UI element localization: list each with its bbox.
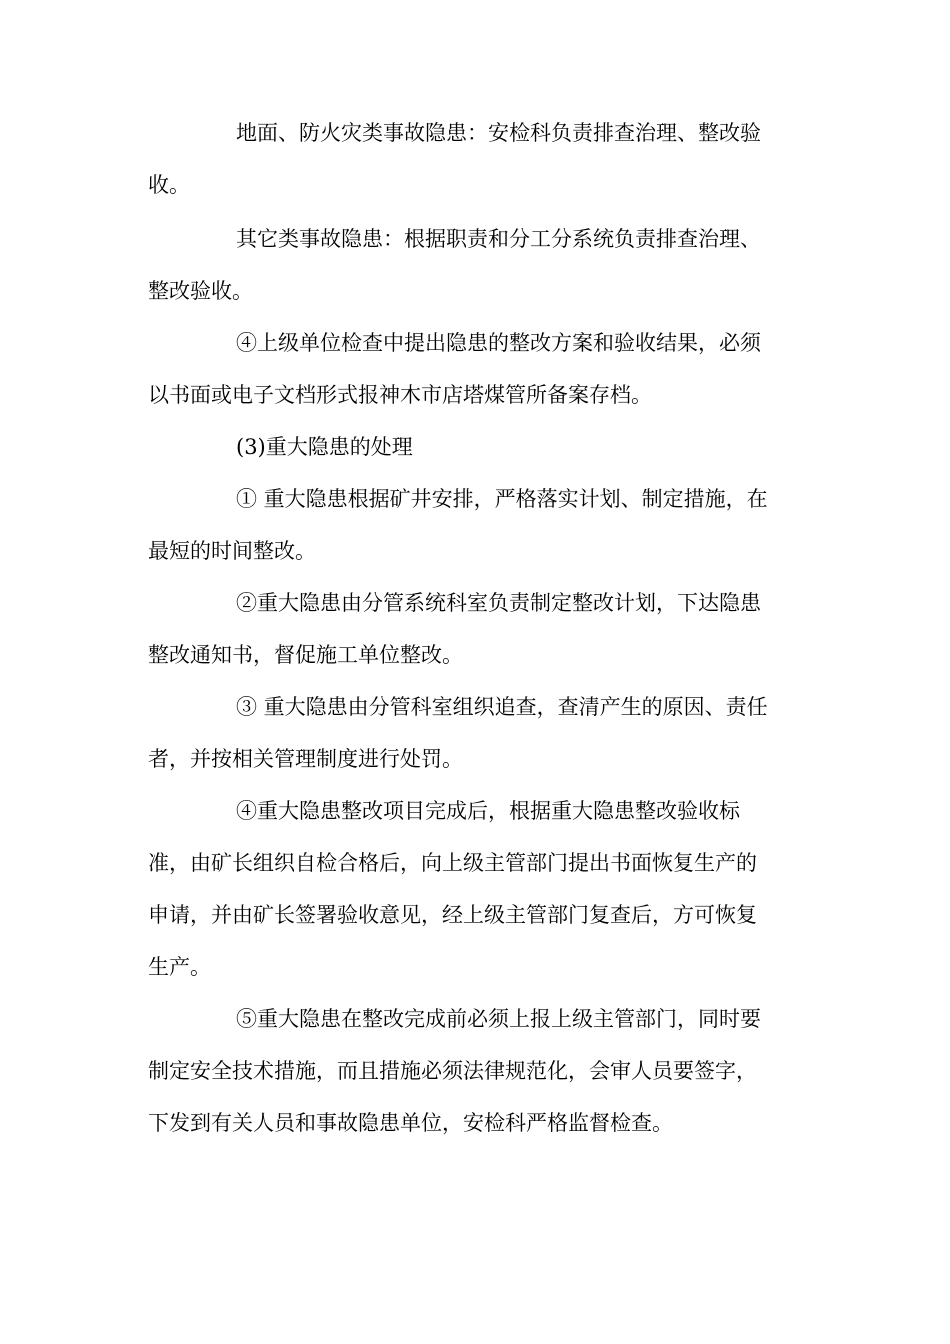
text-line: 申请，并由矿长签署验收意见，经上级主管部门复查后，方可恢复 (148, 903, 757, 927)
text-line: ① 重大隐患根据矿井安排，严格落实计划、制定措施，在 (236, 487, 768, 511)
text-line: 收。 (148, 173, 190, 197)
text-line: ③ 重大隐患由分管科室组织追查，查清产生的原因、责任 (236, 695, 768, 719)
text-line: 最短的时间整改。 (148, 539, 316, 563)
text-line: 下发到有关人员和事故隐患单位，安检科严格监督检查。 (148, 1111, 673, 1135)
text-line: 者，并按相关管理制度进行处罚。 (148, 747, 463, 771)
text-line: ④上级单位检查中提出隐患的整改方案和验收结果，必须 (236, 331, 761, 355)
text-line: ⑤重大隐患在整改完成前必须上报上级主管部门，同时要 (236, 1007, 761, 1031)
text-line: 生产。 (148, 955, 211, 979)
text-line: 整改验收。 (148, 279, 253, 303)
text-line: ②重大隐患由分管系统科室负责制定整改计划，下达隐患 (236, 591, 761, 615)
text-line: 地面、防火灾类事故隐患：安检科负责排查治理、整改验 (236, 121, 761, 145)
text-line: 准，由矿长组织自检合格后，向上级主管部门提出书面恢复生产的 (148, 851, 757, 875)
text-line: ④重大隐患整改项目完成后，根据重大隐患整改验收标 (236, 799, 740, 823)
section-heading: (3)重大隐患的处理 (236, 435, 413, 459)
text-line: 以书面或电子文档形式报神木市店塔煤管所备案存档。 (148, 383, 652, 407)
text-line: 制定安全技术措施，而且措施必须法律规范化，会审人员要签字， (148, 1059, 757, 1083)
text-line: 其它类事故隐患：根据职责和分工分系统负责排查治理、 (236, 227, 761, 251)
text-line: 整改通知书，督促施工单位整改。 (148, 643, 463, 667)
